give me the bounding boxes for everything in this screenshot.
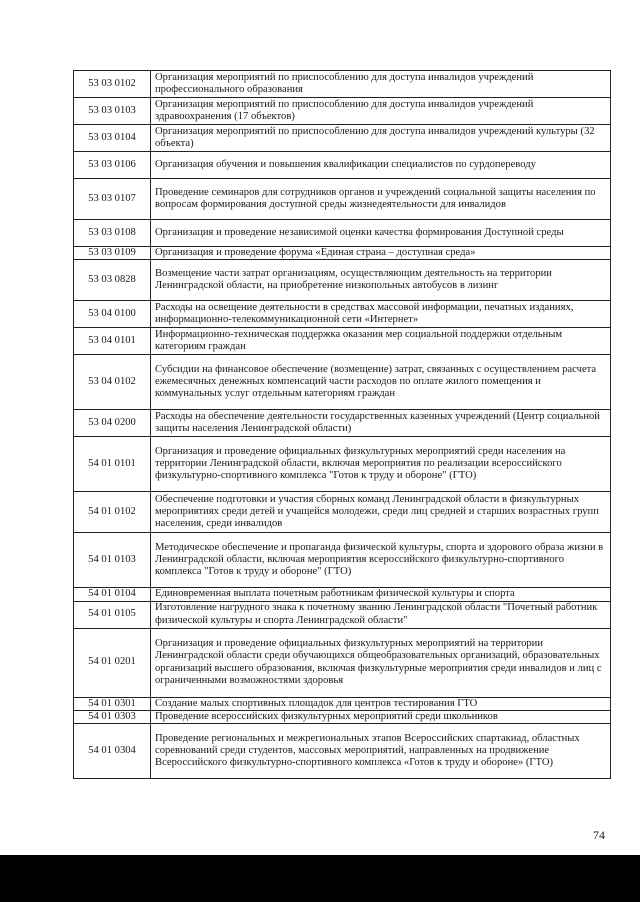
row-code: 54 01 0102 xyxy=(74,492,151,533)
row-description: Проведение всероссийских физкультурных мероприятий среди школьников xyxy=(151,710,611,723)
table-row xyxy=(74,355,611,410)
row-description: Изготовление нагрудного знака к почетному званию Ленинградской области "Почетный работник физической культуры и спорта Ленинградской области" xyxy=(151,601,611,628)
page-number: 74 xyxy=(593,828,605,842)
row-description: Организация и проведение независимой оценки качества формирования Доступной среды xyxy=(151,220,611,247)
table-row xyxy=(74,301,611,328)
row-code: 53 03 0106 xyxy=(74,152,151,179)
table-row xyxy=(74,260,611,301)
table-row xyxy=(74,601,611,628)
table-row xyxy=(74,492,611,533)
table-row xyxy=(74,179,611,220)
table-row xyxy=(74,588,611,601)
budget-codes-table xyxy=(73,70,611,779)
row-code: 53 04 0101 xyxy=(74,328,151,355)
table-row xyxy=(74,152,611,179)
row-code: 54 01 0304 xyxy=(74,724,151,779)
row-code: 53 03 0108 xyxy=(74,220,151,247)
row-description: Возмещение части затрат организациям, осуществляющим деятельность на территории Ленинградской области, на приобретение низкопольных автобусов в лизинг xyxy=(151,260,611,301)
row-code: 53 03 0107 xyxy=(74,179,151,220)
row-description: Организация и проведение официальных физкультурных мероприятий на территории Ленинградской области среди обучающихся общеобразовательных организаций, образовательных организаций высшего образования, включая физкультурные мероприятия среди инвалидов и лиц с ограниченными возможностями здоровья xyxy=(151,628,611,697)
table-row xyxy=(74,220,611,247)
row-description: Субсидии на финансовое обеспечение (возмещение) затрат, связанных с осуществлением расчета ежемесячных денежных компенсаций части расходов по оплате жилого помещения и коммунальных услуг отдельным категориям граждан xyxy=(151,355,611,410)
row-description: Организация мероприятий по приспособлению для доступа инвалидов учреждений культуры (32 объекта) xyxy=(151,125,611,152)
row-code: 54 01 0201 xyxy=(74,628,151,697)
row-description: Единовременная выплата почетным работникам физической культуры и спорта xyxy=(151,588,611,601)
table-row xyxy=(74,125,611,152)
table-row xyxy=(74,697,611,710)
row-description: Организация и проведение форума «Единая страна – доступная среда» xyxy=(151,247,611,260)
table-row xyxy=(74,628,611,697)
table-row xyxy=(74,71,611,98)
row-code: 53 03 0104 xyxy=(74,125,151,152)
row-description: Проведение региональных и межрегиональных этапов Всероссийских спартакиад, областных соревнований среди студентов, массовых мероприятий, направленных на продвижение Всероссийского физкультурно-спортивного комплекса «Готов к труду и обороне» (ГТО) xyxy=(151,724,611,779)
table-row xyxy=(74,724,611,779)
row-description: Организация мероприятий по приспособлению для доступа инвалидов учреждений профессионального образования xyxy=(151,71,611,98)
table-row xyxy=(74,328,611,355)
row-code: 53 04 0200 xyxy=(74,410,151,437)
row-code: 53 03 0103 xyxy=(74,98,151,125)
table-row xyxy=(74,247,611,260)
row-description: Организация и проведение официальных физкультурных мероприятий среди населения на территории Ленинградской области, включая мероприятия по реализации всероссийского физкультурно-спортивного комплекса "Готов к труду и обороне" (ГТО) xyxy=(151,437,611,492)
row-code: 53 04 0102 xyxy=(74,355,151,410)
row-description: Расходы на освещение деятельности в средствах массовой информации, печатных изданиях, информационно-телекоммуникационной сети «Интернет» xyxy=(151,301,611,328)
table-body xyxy=(74,71,611,779)
row-code: 54 01 0104 xyxy=(74,588,151,601)
table-row xyxy=(74,410,611,437)
row-code: 54 01 0301 xyxy=(74,697,151,710)
row-code: 53 03 0102 xyxy=(74,71,151,98)
row-description: Информационно-техническая поддержка оказания мер социальной поддержки отдельным категориям граждан xyxy=(151,328,611,355)
row-description: Проведение семинаров для сотрудников органов и учреждений социальной защиты населения по вопросам формирования доступной среды жизнедеятельности для инвалидов xyxy=(151,179,611,220)
scan-bottom-border xyxy=(0,855,640,902)
row-code: 53 03 0109 xyxy=(74,247,151,260)
row-code: 53 04 0100 xyxy=(74,301,151,328)
table-row xyxy=(74,98,611,125)
row-description: Обеспечение подготовки и участия сборных команд Ленинградской области в физкультурных мероприятиях среди детей и учащейся молодежи, среди лиц средней и старших возрастных групп населения, среди инвалидов xyxy=(151,492,611,533)
row-code: 53 03 0828 xyxy=(74,260,151,301)
row-description: Создание малых спортивных площадок для центров тестирования ГТО xyxy=(151,697,611,710)
table-row xyxy=(74,710,611,723)
row-description: Расходы на обеспечение деятельности государственных казенных учреждений (Центр социальной защиты населения Ленинградской области) xyxy=(151,410,611,437)
row-code: 54 01 0303 xyxy=(74,710,151,723)
table-row xyxy=(74,437,611,492)
row-code: 54 01 0101 xyxy=(74,437,151,492)
row-description: Организация мероприятий по приспособлению для доступа инвалидов учреждений здравоохранения (17 объектов) xyxy=(151,98,611,125)
row-code: 54 01 0105 xyxy=(74,601,151,628)
row-description: Методическое обеспечение и пропаганда физической культуры, спорта и здорового образа жизни в Ленинградской области, включая мероприятия всероссийского физкультурно-спортивного комплекса "Готов к труду и обороне" (ГТО) xyxy=(151,533,611,588)
table-row xyxy=(74,533,611,588)
row-description: Организация обучения и повышения квалификации специалистов по сурдопереводу xyxy=(151,152,611,179)
row-code: 54 01 0103 xyxy=(74,533,151,588)
